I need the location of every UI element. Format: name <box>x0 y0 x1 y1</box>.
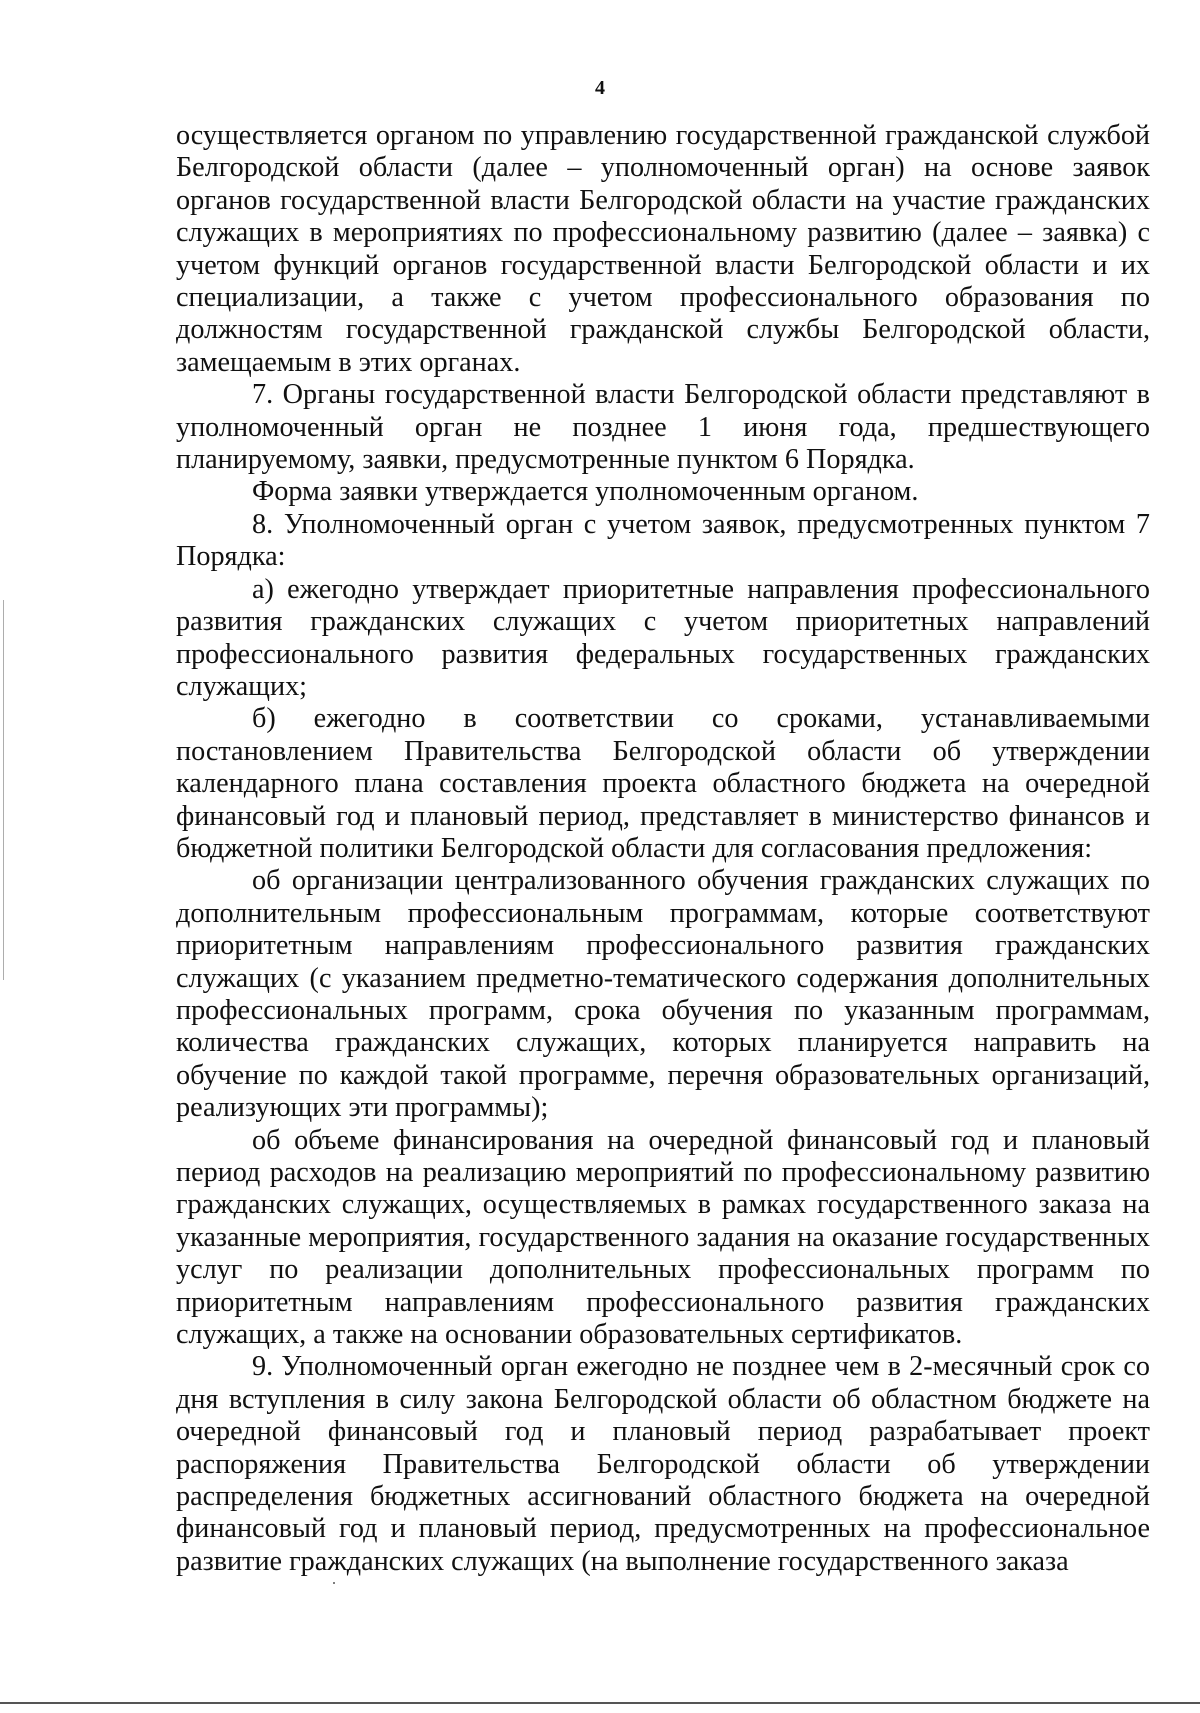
document-body <box>176 120 1150 1578</box>
paragraph-item-9: 9. Уполномоченный орган ежегодно не позднее чем в 2-месячный срок со дня вступления в силу закона Белгородской области об областном бюджете на очередной финансовый год и плановый период разрабатывает проект распоряжения Правительства Белгородской области об утверждении распределения бюджетных ассигнований областного бюджета на очередной финансовый год и плановый период, предусмотренных на профессиональное развитие гражданских служащих (на выполнение государственного заказа <box>176 1351 1150 1577</box>
paragraph-item-8a: а) ежегодно утверждает приоритетные направления профессионального развития гражданских служащих с учетом приоритетных направлений профессионального развития федеральных государственных гражданских служащих; <box>176 573 1150 702</box>
paragraph-centralized-training: об организации централизованного обучения гражданских служащих по дополнительным профессиональным программам, которые соответствуют приоритетным направлениям профессионального развития гражданских служащих (с указанием предметно-тематического содержания дополнительных профессиональных программ, срока обучения по указанным программам, количества гражданских служащих, которых планируется направить на обучение по каждой такой программе, перечня образовательных организаций, реализующих эти программы); <box>176 865 1150 1124</box>
paragraph-item-8b: б) ежегодно в соответствии со сроками, устанавливаемыми постановлением Правительства Белгородской области об утверждении календарного плана составления проекта областного бюджета на очередной финансовый год и плановый период, представляет в министерство финансов и бюджетной политики Белгородской области для согласования предложения: <box>176 703 1150 864</box>
scan-speck <box>333 1582 335 1584</box>
paragraph-item-7: 7. Органы государственной власти Белгородской области представляют в уполномоченный орган не позднее 1 июня года, предшествующего планируемому, заявки, предусмотренные пунктом 6 Порядка. <box>176 379 1150 476</box>
paragraph-continuation: осуществляется органом по управлению государственной гражданской службой Белгородской области (далее – уполномоченный орган) на основе заявок органов государственной власти Белгородской области на участие гражданских служащих в мероприятиях по профессиональному развитию (далее – заявка) с учетом функций органов государственной власти Белгородской области и их специализации, а также с учетом профессионального образования по должностям государственной гражданской службы Белгородской области, замещаемым в этих органах. <box>176 120 1150 378</box>
page-number: 4 <box>595 77 605 99</box>
paragraph-financing-volume: об объеме финансирования на очередной финансовый год и плановый период расходов на реализацию мероприятий по профессиональному развитию гражданских служащих, осуществляемых в рамках государственного заказа на указанные мероприятия, государственного задания на оказание государственных услуг по реализации дополнительных профессиональных программ по приоритетным направлениям профессионального развития гражданских служащих, а также на основании образовательных сертификатов. <box>176 1124 1150 1351</box>
paragraph-item-8: 8. Уполномоченный орган с учетом заявок, предусмотренных пунктом 7 Порядка: <box>176 508 1150 573</box>
paragraph-application-form: Форма заявки утверждается уполномоченным органом. <box>252 476 919 508</box>
scan-edge-left <box>3 600 4 980</box>
scan-edge-bottom <box>0 1702 1200 1704</box>
